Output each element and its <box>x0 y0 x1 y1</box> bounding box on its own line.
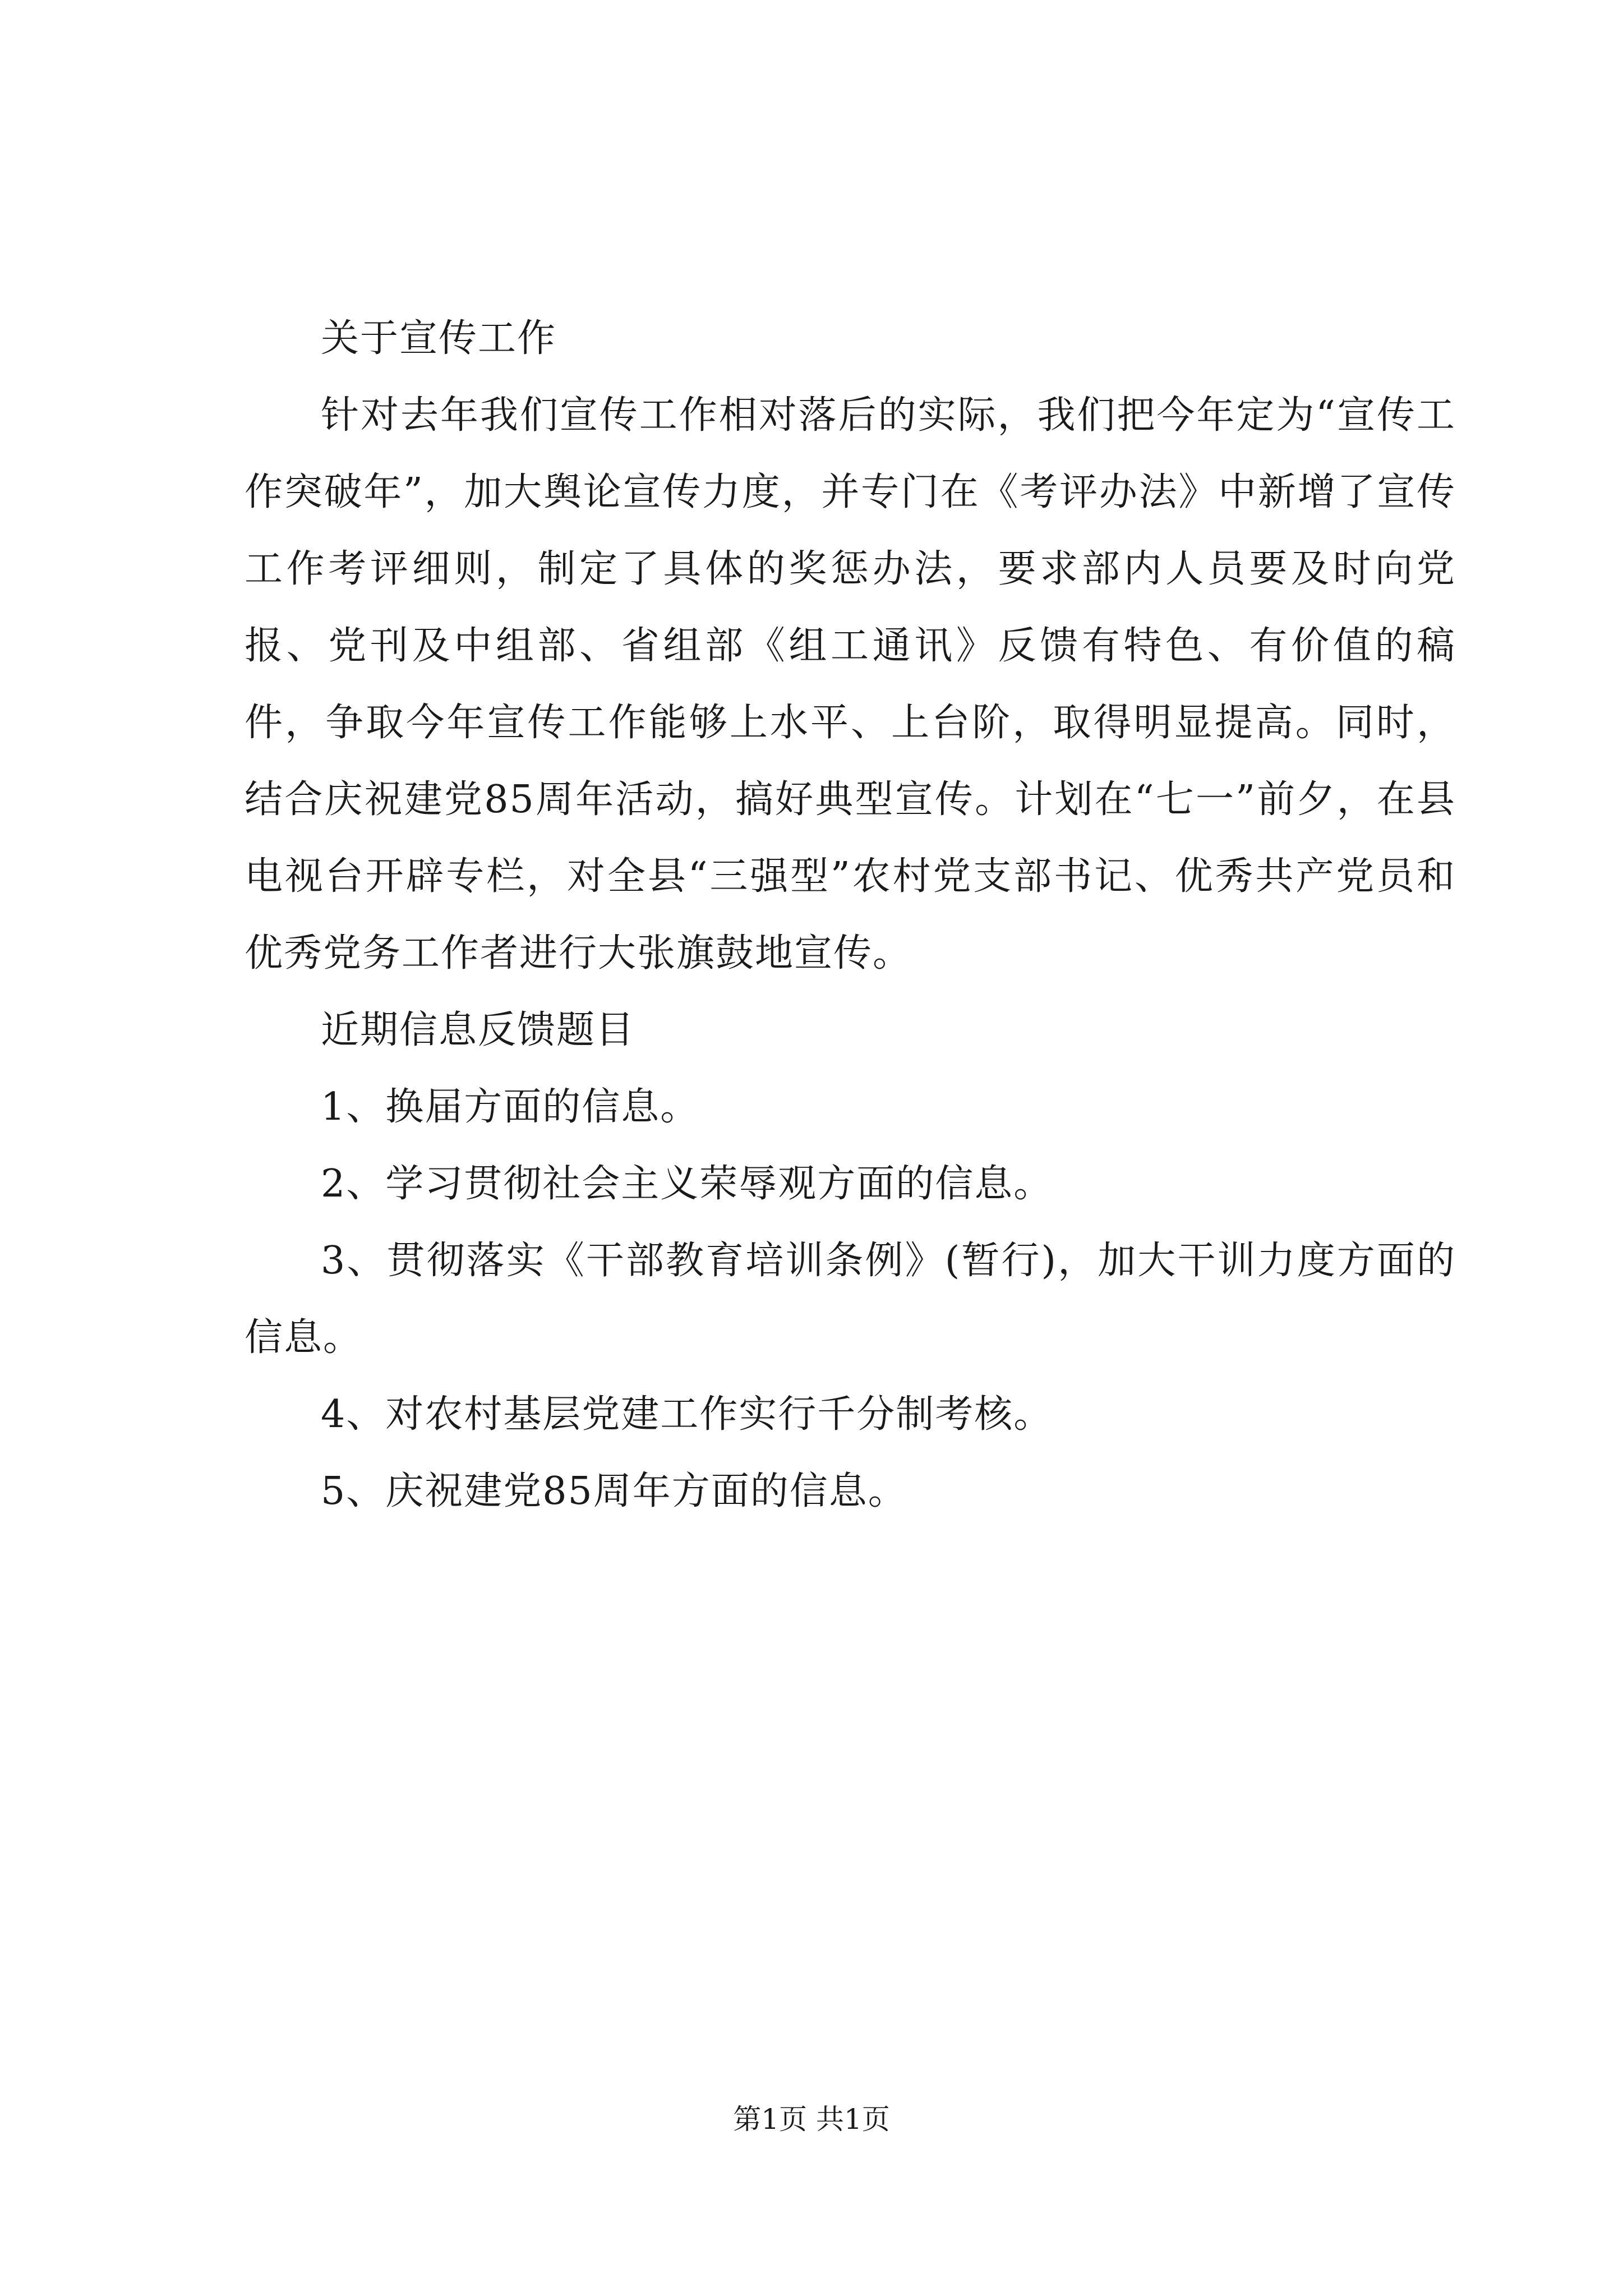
section-heading: 关于宣传工作 <box>321 316 557 361</box>
list-item-3: 3、贯彻落实《干部教育培训条例》(暂行)，加大干训力度方面的信息。 <box>245 1239 1456 1360</box>
document-body <box>245 300 1456 1530</box>
list-title: 近期信息反馈题目 <box>321 1008 635 1052</box>
list-item-2: 2、学习贯彻社会主义荣辱观方面的信息。 <box>321 1162 1053 1206</box>
list-item-5: 5、庆祝建党85周年方面的信息。 <box>321 1469 907 1513</box>
body-paragraph: 针对去年我们宣传工作相对落后的实际，我们把今年定为“宣传工作突破年”，加大舆论宣传力度，并专门在《考评办法》中新增了宣传工作考评细则，制定了具体的奖惩办法，要求部内人员要及时向党报、党刊及中组部、省组部《组工通讯》反馈有特色、有价值的稿件，争取今年宣传工作能够上水平、上台阶，取得明显提高。同时，结合庆祝建党85周年活动，搞好典型宣传。计划在“七一”前夕，在县电视台开辟专栏，对全县“三强型”农村党支部书记、优秀共产党员和优秀党务工作者进行大张旗鼓地宣传。 <box>245 393 1456 976</box>
list-item-1: 1、换届方面的信息。 <box>321 1085 700 1129</box>
list-item-4: 4、对农村基层党建工作实行千分制考核。 <box>321 1392 1053 1437</box>
page-footer: 第1页 共1页 <box>733 2103 890 2136</box>
